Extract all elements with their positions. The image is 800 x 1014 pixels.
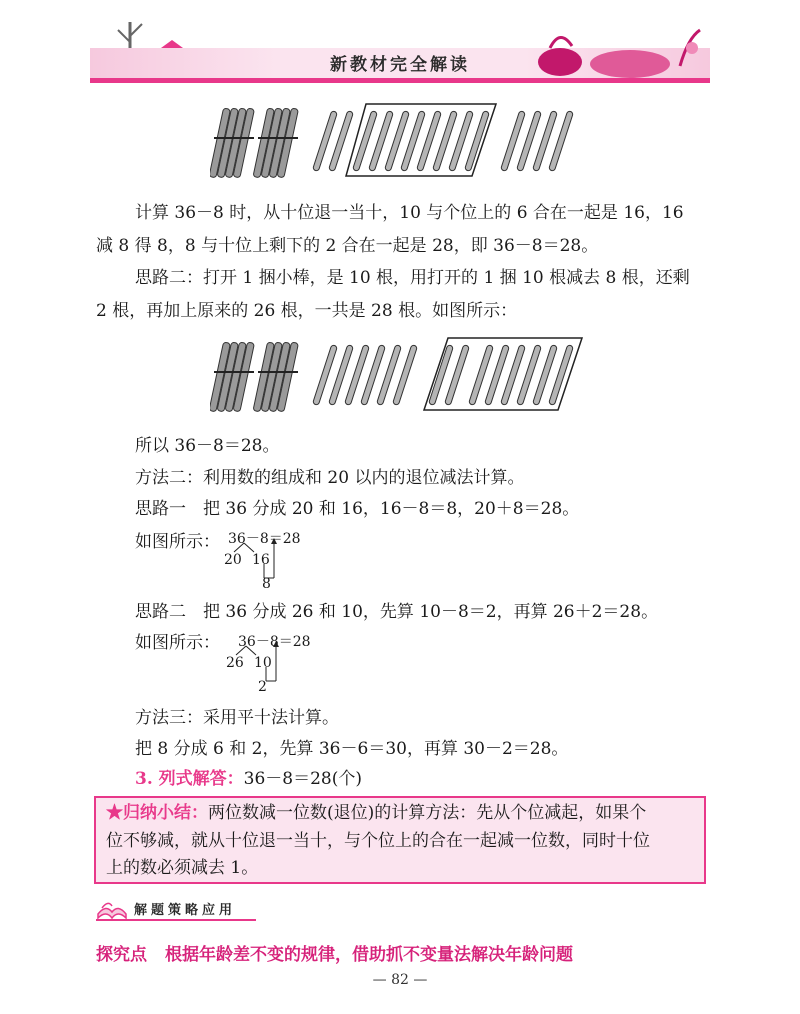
diagram-result: 2: [258, 679, 267, 695]
summary-line: [106, 801, 646, 825]
book-icon: [96, 896, 128, 920]
diagram-part-right: 10: [254, 655, 272, 671]
explore-title: 根据年龄差不变的规律，借助抓不变量法解决年龄问题: [165, 945, 573, 965]
answer-line: [135, 767, 362, 791]
loose-sticks: [313, 111, 574, 172]
decomposition-diagram-2: [224, 631, 344, 695]
flower-icon: [520, 18, 710, 80]
section-tag-underline: [96, 919, 256, 921]
page-header: [0, 0, 800, 96]
stick-bundle: [210, 342, 254, 412]
summary-text: 两位数减一位数(退位)的计算方法：先从个位减起，如果个: [208, 803, 647, 823]
answer-label: 3. 列式解答：: [135, 769, 244, 789]
paragraph-line: 计算 36－8 时，从十位退一当十，10 与个位上的 6 合在一起是 16，16: [135, 203, 684, 223]
stick-bundle: [253, 108, 298, 178]
paragraph-line: 思路二：打开 1 捆小棒，是 10 根，用打开的 1 捆 10 根减去 8 根，还剩: [135, 268, 690, 288]
paragraph-line: 思路二 把 36 分成 26 和 10，先算 10－8＝2，再算 26＋2＝28。: [135, 602, 659, 622]
answer-value: 36－8＝28(个): [243, 769, 363, 789]
decomposition-diagram-1: [222, 528, 342, 592]
explore-label: 探究点: [96, 945, 147, 965]
paragraph-line: 方法二：利用数的组成和 20 以内的退位减法计算。: [135, 468, 525, 488]
paragraph-line: 把 8 分成 6 和 2，先算 36－6＝30，再算 30－2＝28。: [135, 739, 569, 759]
diagram-result: 8: [262, 576, 271, 592]
paragraph-line: 方法三：采用平十法计算。: [135, 708, 339, 728]
diagram-expression: 36－8＝28: [238, 634, 311, 650]
summary-line: 上的数必须减去 1。: [106, 858, 259, 878]
section-tag: 解题策略应用: [134, 903, 237, 918]
paragraph-line: 思路一 把 36 分成 20 和 16，16－8＝8，20＋8＝28。: [135, 499, 580, 519]
stick-bundle: [253, 342, 298, 412]
stick-bundle: [210, 108, 254, 178]
sticks-figure-1: [210, 100, 590, 180]
header-title: 新教材完全解读: [330, 55, 470, 75]
summary-label: ★归纳小结：: [106, 803, 208, 823]
diagram-part-right: 16: [252, 552, 270, 568]
paragraph-line: 减 8 得 8，8 与十位上剩下的 2 合在一起是 28，即 36－8＝28。: [96, 236, 599, 256]
paragraph-line: 如图所示：: [135, 532, 220, 552]
diagram-expression: 36－8＝28: [228, 531, 301, 547]
paragraph-line: 所以 36－8＝28。: [135, 436, 280, 456]
diagram-part-left: 26: [226, 655, 244, 671]
summary-box: [94, 796, 706, 884]
paragraph-line: 如图所示：: [135, 633, 220, 653]
page-number: — 82 —: [372, 972, 428, 988]
diagram-part-left: 20: [224, 552, 242, 568]
summary-line: 位不够减，就从十位退一当十，与个位上的合在一起减一位数，同时十位: [106, 831, 650, 851]
explore-heading: [96, 940, 573, 965]
paragraph-line: 2 根，再加上原来的 26 根，一共是 28 根。如图所示：: [96, 301, 518, 321]
sticks-figure-2: [210, 334, 590, 414]
